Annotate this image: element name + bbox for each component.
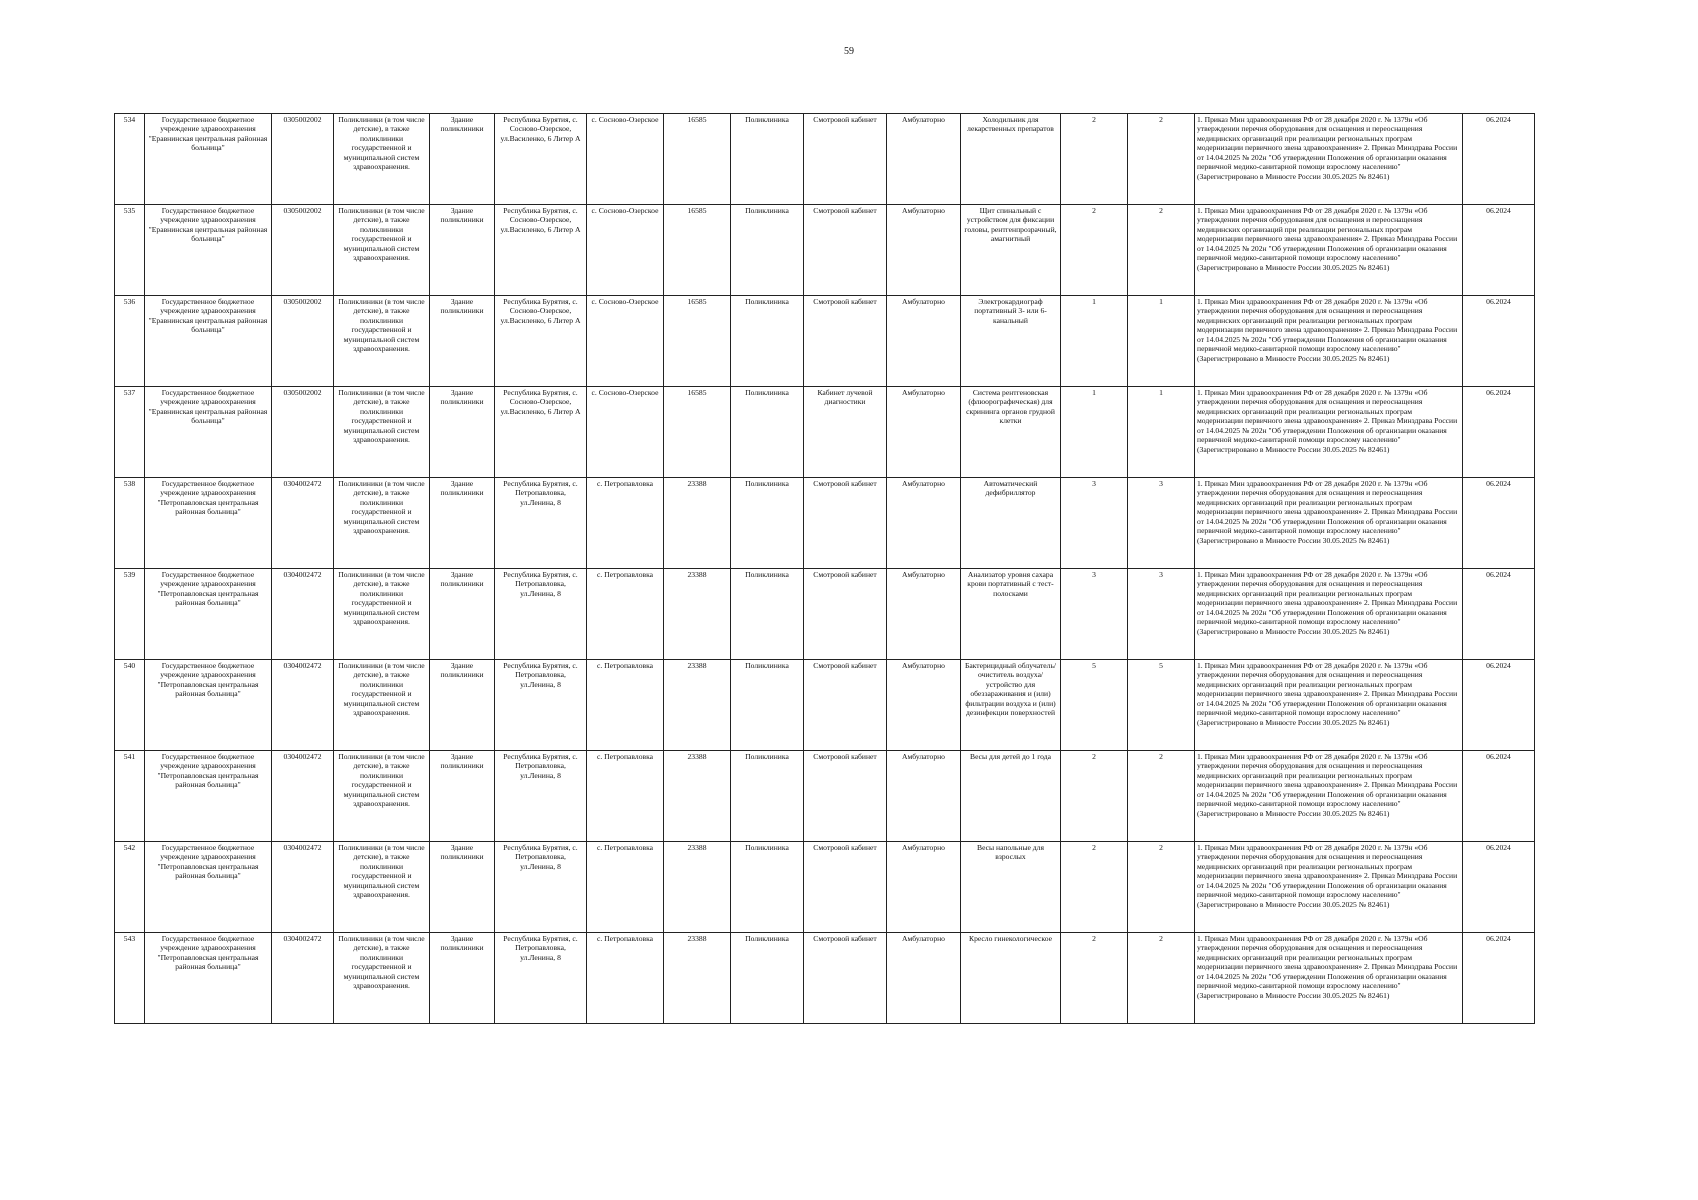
department: Поликлиника (731, 660, 804, 751)
building-type: Здание поликлиники (430, 114, 495, 205)
building-type: Здание поликлиники (430, 387, 495, 478)
organization-code: 0305002002 (272, 296, 334, 387)
care-form: Амбулаторно (887, 478, 961, 569)
equipment-name: Анализатор уровня сахара крови портативный с тест-полосками (961, 569, 1061, 660)
department: Поликлиника (731, 114, 804, 205)
equipment-table (114, 113, 1535, 1024)
completion-date: 06.2024 (1463, 478, 1535, 569)
building-type: Здание поликлиники (430, 205, 495, 296)
completion-date: 06.2024 (1463, 205, 1535, 296)
table-row (115, 478, 1535, 569)
facility-address: Республика Бурятия, с. Сосново-Озерское, ул.Василенко, 6 Литер А (495, 114, 587, 205)
quantity-planned: 2 (1128, 114, 1195, 205)
care-form: Амбулаторно (887, 296, 961, 387)
room: Смотровой кабинет (804, 751, 887, 842)
legal-basis: 1. Приказ Мин здравоохранения РФ от 28 декабря 2020 г. № 1379н «Об утверждении перечня оборудования для оснащения и переоснащения медицинских организаций при реализации региональных програм модернизации первичного звена здравоохранения» 2. Приказ Минздрава России от 14.04.2025 № 202н "Об утверждении Положения об организации оказания первичной медико-санитарной помощи взрослому населению" (Зарегистрировано в Минюсте России 30.05.2025 № 82461) (1195, 387, 1463, 478)
quantity-required: 2 (1061, 933, 1128, 1024)
facility-purpose: Поликлиники (в том числе детские), в также поликлиники государственной и муниципальной систем здравоохранения. (334, 933, 430, 1024)
locality: с. Петропавловка (587, 842, 664, 933)
locality: с. Сосново-Озерское (587, 114, 664, 205)
care-form: Амбулаторно (887, 569, 961, 660)
row-number: 537 (115, 387, 145, 478)
equipment-name: Автоматический дефибриллятор (961, 478, 1061, 569)
row-number: 541 (115, 751, 145, 842)
row-number: 543 (115, 933, 145, 1024)
legal-basis: 1. Приказ Мин здравоохранения РФ от 28 декабря 2020 г. № 1379н «Об утверждении перечня оборудования для оснащения и переоснащения медицинских организаций при реализации региональных програм модернизации первичного звена здравоохранения» 2. Приказ Минздрава России от 14.04.2025 № 202н "Об утверждении Положения об организации оказания первичной медико-санитарной помощи взрослому населению" (Зарегистрировано в Минюсте России 30.05.2025 № 82461) (1195, 296, 1463, 387)
facility-address: Республика Бурятия, с. Петропавловка, ул.Ленина, 8 (495, 569, 587, 660)
care-form: Амбулаторно (887, 660, 961, 751)
department: Поликлиника (731, 205, 804, 296)
organization-name: Государственное бюджетное учреждение здравоохранения "Еравнинская центральная районная больница" (145, 387, 272, 478)
quantity-planned: 1 (1128, 296, 1195, 387)
locality: с. Сосново-Озерское (587, 205, 664, 296)
organization-name: Государственное бюджетное учреждение здравоохранения "Еравнинская центральная районная больница" (145, 205, 272, 296)
population: 16585 (664, 114, 731, 205)
organization-code: 0305002002 (272, 387, 334, 478)
room: Смотровой кабинет (804, 933, 887, 1024)
population: 16585 (664, 205, 731, 296)
organization-code: 0304002472 (272, 478, 334, 569)
legal-basis: 1. Приказ Мин здравоохранения РФ от 28 декабря 2020 г. № 1379н «Об утверждении перечня оборудования для оснащения и переоснащения медицинских организаций при реализации региональных програм модернизации первичного звена здравоохранения» 2. Приказ Минздрава России от 14.04.2025 № 202н "Об утверждении Положения об организации оказания первичной медико-санитарной помощи взрослому населению" (Зарегистрировано в Минюсте России 30.05.2025 № 82461) (1195, 478, 1463, 569)
room: Смотровой кабинет (804, 842, 887, 933)
facility-purpose: Поликлиники (в том числе детские), в также поликлиники государственной и муниципальной систем здравоохранения. (334, 387, 430, 478)
organization-code: 0304002472 (272, 842, 334, 933)
completion-date: 06.2024 (1463, 751, 1535, 842)
organization-code: 0305002002 (272, 114, 334, 205)
organization-name: Государственное бюджетное учреждение здравоохранения "Петропавловская центральная районная больница" (145, 478, 272, 569)
population: 16585 (664, 296, 731, 387)
row-number: 542 (115, 842, 145, 933)
facility-address: Республика Бурятия, с. Сосново-Озерское, ул.Василенко, 6 Литер А (495, 296, 587, 387)
care-form: Амбулаторно (887, 387, 961, 478)
care-form: Амбулаторно (887, 114, 961, 205)
population: 23388 (664, 933, 731, 1024)
building-type: Здание поликлиники (430, 933, 495, 1024)
quantity-required: 3 (1061, 478, 1128, 569)
locality: с. Петропавловка (587, 660, 664, 751)
facility-address: Республика Бурятия, с. Петропавловка, ул.Ленина, 8 (495, 842, 587, 933)
completion-date: 06.2024 (1463, 296, 1535, 387)
locality: с. Сосново-Озерское (587, 296, 664, 387)
quantity-planned: 5 (1128, 660, 1195, 751)
equipment-name: Система рентгеновская (флюорографическая) для скрининга органов грудной клетки (961, 387, 1061, 478)
facility-address: Республика Бурятия, с. Петропавловка, ул.Ленина, 8 (495, 478, 587, 569)
row-number: 540 (115, 660, 145, 751)
building-type: Здание поликлиники (430, 478, 495, 569)
population: 23388 (664, 478, 731, 569)
organization-code: 0304002472 (272, 569, 334, 660)
locality: с. Петропавловка (587, 751, 664, 842)
facility-address: Республика Бурятия, с. Петропавловка, ул.Ленина, 8 (495, 660, 587, 751)
equipment-name: Кресло гинекологическое (961, 933, 1061, 1024)
row-number: 536 (115, 296, 145, 387)
locality: с. Петропавловка (587, 933, 664, 1024)
quantity-planned: 2 (1128, 751, 1195, 842)
department: Поликлиника (731, 842, 804, 933)
organization-code: 0304002472 (272, 751, 334, 842)
table-row (115, 114, 1535, 205)
organization-name: Государственное бюджетное учреждение здравоохранения "Петропавловская центральная районная больница" (145, 660, 272, 751)
row-number: 534 (115, 114, 145, 205)
department: Поликлиника (731, 933, 804, 1024)
quantity-required: 2 (1061, 842, 1128, 933)
organization-name: Государственное бюджетное учреждение здравоохранения "Петропавловская центральная районная больница" (145, 933, 272, 1024)
facility-purpose: Поликлиники (в том числе детские), в также поликлиники государственной и муниципальной систем здравоохранения. (334, 660, 430, 751)
table-row (115, 387, 1535, 478)
facility-purpose: Поликлиники (в том числе детские), в также поликлиники государственной и муниципальной систем здравоохранения. (334, 842, 430, 933)
table-row (115, 660, 1535, 751)
organization-name: Государственное бюджетное учреждение здравоохранения "Еравнинская центральная районная больница" (145, 296, 272, 387)
table-row (115, 751, 1535, 842)
building-type: Здание поликлиники (430, 569, 495, 660)
table-row (115, 569, 1535, 660)
legal-basis: 1. Приказ Мин здравоохранения РФ от 28 декабря 2020 г. № 1379н «Об утверждении перечня оборудования для оснащения и переоснащения медицинских организаций при реализации региональных програм модернизации первичного звена здравоохранения» 2. Приказ Минздрава России от 14.04.2025 № 202н "Об утверждении Положения об организации оказания первичной медико-санитарной помощи взрослому населению" (Зарегистрировано в Минюсте России 30.05.2025 № 82461) (1195, 569, 1463, 660)
population: 23388 (664, 660, 731, 751)
quantity-planned: 2 (1128, 842, 1195, 933)
care-form: Амбулаторно (887, 933, 961, 1024)
care-form: Амбулаторно (887, 751, 961, 842)
quantity-required: 1 (1061, 296, 1128, 387)
room: Смотровой кабинет (804, 205, 887, 296)
completion-date: 06.2024 (1463, 842, 1535, 933)
building-type: Здание поликлиники (430, 296, 495, 387)
population: 23388 (664, 569, 731, 660)
locality: с. Петропавловка (587, 569, 664, 660)
equipment-name: Электрокардиограф портативный 3- или 6-канальный (961, 296, 1061, 387)
room: Смотровой кабинет (804, 296, 887, 387)
row-number: 535 (115, 205, 145, 296)
facility-address: Республика Бурятия, с. Сосново-Озерское, ул.Василенко, 6 Литер А (495, 205, 587, 296)
quantity-required: 2 (1061, 205, 1128, 296)
room: Смотровой кабинет (804, 660, 887, 751)
page-number: 59 (844, 46, 854, 57)
quantity-required: 5 (1061, 660, 1128, 751)
equipment-name: Бактерицидный облучатель/очиститель воздуха/устройство для обеззараживания и (или) фильтрации воздуха и (или) дезинфекции поверхностей (961, 660, 1061, 751)
equipment-name: Холодильник для лекарственных препаратов (961, 114, 1061, 205)
organization-code: 0305002002 (272, 205, 334, 296)
quantity-planned: 3 (1128, 569, 1195, 660)
completion-date: 06.2024 (1463, 569, 1535, 660)
quantity-planned: 2 (1128, 205, 1195, 296)
quantity-required: 1 (1061, 387, 1128, 478)
population: 23388 (664, 751, 731, 842)
legal-basis: 1. Приказ Мин здравоохранения РФ от 28 декабря 2020 г. № 1379н «Об утверждении перечня оборудования для оснащения и переоснащения медицинских организаций при реализации региональных програм модернизации первичного звена здравоохранения» 2. Приказ Минздрава России от 14.04.2025 № 202н "Об утверждении Положения об организации оказания первичной медико-санитарной помощи взрослому населению" (Зарегистрировано в Минюсте России 30.05.2025 № 82461) (1195, 933, 1463, 1024)
department: Поликлиника (731, 569, 804, 660)
legal-basis: 1. Приказ Мин здравоохранения РФ от 28 декабря 2020 г. № 1379н «Об утверждении перечня оборудования для оснащения и переоснащения медицинских организаций при реализации региональных програм модернизации первичного звена здравоохранения» 2. Приказ Минздрава России от 14.04.2025 № 202н "Об утверждении Положения об организации оказания первичной медико-санитарной помощи взрослому населению" (Зарегистрировано в Минюсте России 30.05.2025 № 82461) (1195, 114, 1463, 205)
completion-date: 06.2024 (1463, 933, 1535, 1024)
facility-purpose: Поликлиники (в том числе детские), в также поликлиники государственной и муниципальной систем здравоохранения. (334, 478, 430, 569)
locality: с. Сосново-Озерское (587, 387, 664, 478)
legal-basis: 1. Приказ Мин здравоохранения РФ от 28 декабря 2020 г. № 1379н «Об утверждении перечня оборудования для оснащения и переоснащения медицинских организаций при реализации региональных програм модернизации первичного звена здравоохранения» 2. Приказ Минздрава России от 14.04.2025 № 202н "Об утверждении Положения об организации оказания первичной медико-санитарной помощи взрослому населению" (Зарегистрировано в Минюсте России 30.05.2025 № 82461) (1195, 842, 1463, 933)
table-row (115, 842, 1535, 933)
building-type: Здание поликлиники (430, 751, 495, 842)
organization-name: Государственное бюджетное учреждение здравоохранения "Петропавловская центральная районная больница" (145, 842, 272, 933)
facility-purpose: Поликлиники (в том числе детские), в также поликлиники государственной и муниципальной систем здравоохранения. (334, 205, 430, 296)
building-type: Здание поликлиники (430, 842, 495, 933)
department: Поликлиника (731, 296, 804, 387)
quantity-planned: 2 (1128, 933, 1195, 1024)
facility-purpose: Поликлиники (в том числе детские), в также поликлиники государственной и муниципальной систем здравоохранения. (334, 114, 430, 205)
legal-basis: 1. Приказ Мин здравоохранения РФ от 28 декабря 2020 г. № 1379н «Об утверждении перечня оборудования для оснащения и переоснащения медицинских организаций при реализации региональных програм модернизации первичного звена здравоохранения» 2. Приказ Минздрава России от 14.04.2025 № 202н "Об утверждении Положения об организации оказания первичной медико-санитарной помощи взрослому населению" (Зарегистрировано в Минюсте России 30.05.2025 № 82461) (1195, 751, 1463, 842)
facility-purpose: Поликлиники (в том числе детские), в также поликлиники государственной и муниципальной систем здравоохранения. (334, 751, 430, 842)
organization-code: 0304002472 (272, 933, 334, 1024)
organization-code: 0304002472 (272, 660, 334, 751)
completion-date: 06.2024 (1463, 660, 1535, 751)
department: Поликлиника (731, 478, 804, 569)
room: Смотровой кабинет (804, 569, 887, 660)
care-form: Амбулаторно (887, 842, 961, 933)
organization-name: Государственное бюджетное учреждение здравоохранения "Петропавловская центральная районная больница" (145, 569, 272, 660)
table-row (115, 296, 1535, 387)
facility-address: Республика Бурятия, с. Петропавловка, ул.Ленина, 8 (495, 751, 587, 842)
table-body (115, 114, 1535, 1024)
quantity-planned: 3 (1128, 478, 1195, 569)
room: Смотровой кабинет (804, 478, 887, 569)
facility-address: Республика Бурятия, с. Сосново-Озерское, ул.Василенко, 6 Литер А (495, 387, 587, 478)
equipment-name: Весы для детей до 1 года (961, 751, 1061, 842)
equipment-name: Весы напольные для взрослых (961, 842, 1061, 933)
facility-purpose: Поликлиники (в том числе детские), в также поликлиники государственной и муниципальной систем здравоохранения. (334, 569, 430, 660)
table-row (115, 933, 1535, 1024)
organization-name: Государственное бюджетное учреждение здравоохранения "Петропавловская центральная районная больница" (145, 751, 272, 842)
organization-name: Государственное бюджетное учреждение здравоохранения "Еравнинская центральная районная больница" (145, 114, 272, 205)
care-form: Амбулаторно (887, 205, 961, 296)
population: 16585 (664, 387, 731, 478)
equipment-name: Щит спинальный с устройством для фиксации головы, рентгенпрозрачный, амагнитный (961, 205, 1061, 296)
legal-basis: 1. Приказ Мин здравоохранения РФ от 28 декабря 2020 г. № 1379н «Об утверждении перечня оборудования для оснащения и переоснащения медицинских организаций при реализации региональных програм модернизации первичного звена здравоохранения» 2. Приказ Минздрава России от 14.04.2025 № 202н "Об утверждении Положения об организации оказания первичной медико-санитарной помощи взрослому населению" (Зарегистрировано в Минюсте России 30.05.2025 № 82461) (1195, 205, 1463, 296)
room: Смотровой кабинет (804, 114, 887, 205)
row-number: 538 (115, 478, 145, 569)
facility-address: Республика Бурятия, с. Петропавловка, ул.Ленина, 8 (495, 933, 587, 1024)
legal-basis: 1. Приказ Мин здравоохранения РФ от 28 декабря 2020 г. № 1379н «Об утверждении перечня оборудования для оснащения и переоснащения медицинских организаций при реализации региональных програм модернизации первичного звена здравоохранения» 2. Приказ Минздрава России от 14.04.2025 № 202н "Об утверждении Положения об организации оказания первичной медико-санитарной помощи взрослому населению" (Зарегистрировано в Минюсте России 30.05.2025 № 82461) (1195, 660, 1463, 751)
locality: с. Петропавловка (587, 478, 664, 569)
department: Поликлиника (731, 387, 804, 478)
population: 23388 (664, 842, 731, 933)
facility-purpose: Поликлиники (в том числе детские), в также поликлиники государственной и муниципальной систем здравоохранения. (334, 296, 430, 387)
room: Кабинет лучевой диагностики (804, 387, 887, 478)
quantity-required: 3 (1061, 569, 1128, 660)
quantity-planned: 1 (1128, 387, 1195, 478)
quantity-required: 2 (1061, 114, 1128, 205)
table-row (115, 205, 1535, 296)
row-number: 539 (115, 569, 145, 660)
completion-date: 06.2024 (1463, 387, 1535, 478)
quantity-required: 2 (1061, 751, 1128, 842)
department: Поликлиника (731, 751, 804, 842)
completion-date: 06.2024 (1463, 114, 1535, 205)
building-type: Здание поликлиники (430, 660, 495, 751)
